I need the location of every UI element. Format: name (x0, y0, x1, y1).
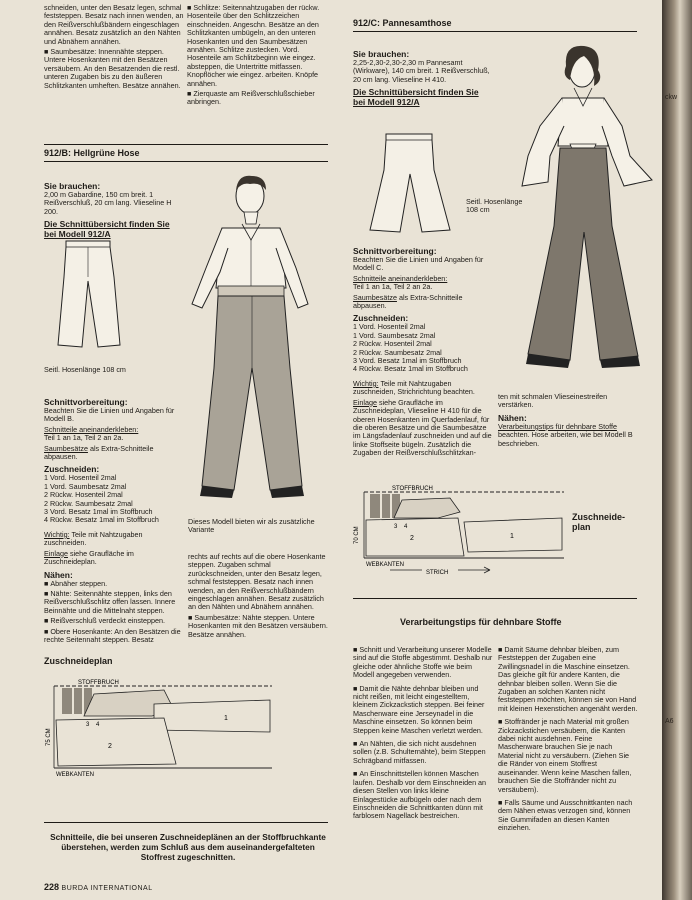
model-b-plan-part: 4 (96, 722, 100, 728)
notice-rule-top (44, 822, 328, 823)
model-b-cut-item: 1 Vord. Hosenteil 2mal (44, 473, 117, 483)
model-c-sew-text: beachten. Hose arbeiten, wie bei Modell B beschrieben. (498, 430, 633, 448)
model-b-cont-item: ■ Saumbesätze: Nähte steppen. Untere Hosenkanten mit den Besätzen versäubern. Besätze annähen. (188, 614, 328, 639)
model-b-pants-label: Seitl. Hosenlänge 108 cm (44, 365, 126, 374)
model-b-sew-item: ■ Abnäher steppen. (44, 580, 184, 588)
model-b-prep-section (44, 394, 184, 646)
model-b-sew-heading: Nähen: (44, 569, 73, 580)
model-c-rule (353, 31, 637, 32)
model-c-plan-part: 4 (404, 524, 408, 530)
model-c-need-text: 2,25-2,30-2,30-2,30 m Pannesamt (Wirkware), 140 cm breit. 1 Reißverschluß, 20 cm lang. Vlieseline H 410. (353, 58, 490, 84)
model-b-plan-part: 2 (108, 743, 112, 750)
top-left-text (44, 4, 186, 92)
model-b-cut-item: 2 Rückw. Saumbesatz 2mal (44, 498, 133, 508)
model-c-sew-heading: Nähen: (498, 412, 527, 423)
model-b-sew-item: ■ Nähte: Seitennähte steppen, links den Reißverschlußschlitz offen lassen. Innere Beinnähte und die Mittelnaht steppen. (44, 590, 184, 615)
model-c-prep-section (353, 243, 493, 460)
model-c-cut-item: 4 Rückw. Besatz 1mal im Stoffbruch (353, 364, 468, 374)
model-c-cut-item: 1 Vord. Saumbesatz 2mal (353, 330, 436, 340)
brand-name: BURDA INTERNATIONAL (61, 885, 153, 892)
tips-rule-top (353, 598, 637, 599)
model-c-plan-part: 1 (510, 533, 514, 540)
top-left-p1: schneiden, unter den Besatz legen, schmal feststeppen. Besatz nach innen wenden, an den Reißverschlußbändern eingeschlagen annähen. Besatz zusätzlich an den Nähten und Abnähern annähen. (44, 3, 184, 46)
model-c-continuation (498, 393, 638, 450)
model-c-pants-illustration (362, 130, 462, 238)
model-c-title: 912/C: Pannesamthose (353, 18, 452, 28)
model-b-cut-heading: Zuschneiden: (44, 464, 100, 475)
model-c-glue-label: Schnitteile aneinanderkleben: (353, 273, 448, 283)
model-c-prep-heading: Schnittvorbereitung: (353, 246, 437, 256)
model-b-plan-selvage: WEBKANTEN (56, 772, 95, 778)
tips-item: ■ Damit Säume dehnbar bleiben, zum Feststeppen der Zugaben eine Zwillingsnadel in die Maschine einsetzen. Das gleiche gilt für andere Kanten, die dehnbar bleiben sollen. Wenn Sie die Zugaben an solchen Kanten nicht feststeppen möchten, können sie von Hand mit kleinen Hexenstichen angenäht werden. (498, 646, 638, 713)
tips-item: ■ An Einschnittstellen können Maschen laufen. Deshalb vor dem Einschneiden an diesen Stellen von links kleine Einlagestücke aufbügeln oder nach dem Einschneiden die Schnittkanten dünn mit farblosem Nagellack bestreichen. (353, 770, 493, 820)
model-b-prep-heading: Schnittvorbereitung: (44, 397, 128, 407)
model-b-overview-link: Die Schnittübersicht finden Sie bei Modell 912/A (44, 219, 170, 240)
model-b-prep-text: Beachten Sie die Linien und Angaben für Modell B. (44, 406, 175, 424)
tips-item: ■ Damit die Nähte dehnbar bleiben und nicht reißen, mit leicht eingestelltem, kleinem Zickzackstich steppen. Bei feiner Maschenware eine Jerseynadel in die Maschine einsetzen. So können beim Steppen keine Maschen verletzt werden. (353, 685, 493, 735)
model-c-need-heading: Sie brauchen: (353, 49, 410, 59)
model-b-important-text: Teile mit Nahtzugaben zuschneiden. (44, 529, 143, 548)
model-b-plan-part: 1 (224, 715, 228, 722)
model-c-plan-fold: STOFFBRUCH (392, 486, 433, 492)
model-c-plan-grain: STRICH (426, 570, 449, 576)
model-b-glue-text: Teil 1 an 1a, Teil 2 an 2a. (44, 433, 124, 443)
model-c-overview-heading (353, 87, 493, 107)
model-c-hem-text: als Extra-Schnitteile abpausen. (353, 292, 463, 311)
model-b-cut-list (44, 474, 184, 524)
model-c-prep-text: Beachten Sie die Linien und Angaben für Modell C. (353, 255, 484, 273)
model-b-left-column (44, 178, 184, 239)
top-middle-p2: ■ Zierquaste am Reißverschlußschieber anbringen. (187, 90, 327, 107)
notice: Schnitteile, die bei unseren Zuschneideplänen an der Stoffbruchkante überstehen, werden zum Schluß aus dem auseinandergefalteten Stoffrest zugeschnitten. (50, 832, 326, 862)
tips-item: ■ Stoffränder je nach Material mit großen Zickzackstichen versäubern, die Kanten dabei nicht ausdehnen. Feine Maschenware brauchen Sie je nach Material nicht zu versäubern. (Ziehen Sie die Ränder von einem Stoffrest auseinander. Wenn keine Maschen fallen, brauchen Sie die Stoffränder nicht zu versäubern). (498, 718, 638, 794)
model-c-cut-heading: Zuschneiden: (353, 313, 409, 324)
model-c-glue-text: Teil 1 an 1a, Teil 2 an 2a. (353, 282, 433, 292)
model-b-caption: Dieses Modell bieten wir als zusätzliche Variante (188, 517, 315, 535)
model-c-cut-item: 2 Rückw. Hosenteil 2mal (353, 339, 432, 349)
top-left-p2: ■ Saumbesätze: Innennähte steppen. Untere Hosenkanten mit den Besätzen versäubern. An den Besatzenden die restl. unteren Zugaben bis zu den äußeren Schlitzkanten umheften. Besätze annähen. (44, 48, 186, 90)
tips-item: ■ Falls Säume und Ausschnittkanten nach dem Nähen etwas verzogen sind, können Sie Gummifaden an diesen Kanten einziehen. (498, 799, 638, 833)
tips-item: ■ An Nähten, die sich nicht ausdehnen sollen (z.B. Schulternähte), beim Steppen Schrägband mitfassen. (353, 740, 493, 765)
model-c-hem-label: Saumbesätze (353, 292, 397, 302)
model-b-insert-label: Einlage (44, 548, 68, 558)
model-b-insert-text: siehe Graufläche im Zuschneideplan. (44, 548, 134, 567)
model-b-sew-item: ■ Obere Hosenkante: An den Besätzen die rechte Seitennaht steppen. Besatz (44, 628, 184, 645)
model-c-plan-part: 3 (394, 524, 398, 530)
top-middle-p1: ■ Schlitze: Seitennahtzugaben der rückw. Hosenteile über den Schlitzzeichen einschneiden. Angeschn. Besätze an den Schlitzkanten umbügeln, an den unteren Hosenkanten und den Saumbesätzen annähen. Schlitze zustecken. Vord. Hosenteile am Schlitzbeginn wie eingez. absteppen, die Untertritte mitfassen. Knopflöcher wie eingez. arbeiten. Knöpfe annähen. (187, 4, 327, 88)
model-c-cut-item: 3 Vord. Besatz 1mal im Stoffbruch (353, 356, 462, 366)
tips-item: ■ Schnitt und Verarbeitung unserer Modelle sind auf die Stoffe abgestimmt. Deshalb nur gleiche oder ähnliche Stoffe wie beim Modell angegeben verwenden. (353, 646, 493, 680)
adjacent-page-edge (662, 0, 692, 900)
model-c-cut-list (353, 323, 493, 373)
model-b-plan-width: 75 CM (46, 728, 52, 746)
model-c-cut-item: 2 Rückw. Saumbesatz 2mal (353, 347, 442, 357)
adjacent-page-text-bottom: A6 (665, 718, 674, 725)
model-b-cut-item: 1 Vord. Saumbesatz 2mal (44, 481, 127, 491)
model-c-important-text: Teile mit Nahtzugaben zuschneiden, Strichrichtung beachten. (353, 378, 475, 397)
model-c-plan-heading: Zuschneide-plan (572, 512, 626, 532)
model-b-title: 912/B: Hellgrüne Hose (44, 148, 140, 158)
page-number: 228 (44, 882, 60, 892)
model-b-sew-item: ■ Reißverschluß verdeckt einsteppen. (44, 617, 184, 625)
model-b-cut-item: 2 Rückw. Hosenteil 2mal (44, 490, 123, 500)
model-c-figure-illustration (500, 36, 660, 386)
model-b-plan-fold: STOFFBRUCH (78, 680, 119, 686)
model-c-important-label: Wichtig: (353, 378, 379, 388)
model-b-plan-heading: Zuschneideplan (44, 656, 113, 666)
model-c-cut-item: 1 Vord. Hosenteil 2mal (353, 322, 426, 332)
adjacent-page-text-top: ckw (665, 94, 678, 101)
model-c-insert-text: siehe Graufläche im Zuschneideplan, Vlieseline H 410 für die oberen Hosenkanten im Querfadenlauf, für die oberen Besätze und die Saumbesätze im Längsfadenlauf zuschneiden und auf die linke Stoffseite bügeln. Zusätzlich die Zugaben der Reißverschlußschlitzkan- (353, 397, 492, 458)
model-b-need-text: 2,00 m Gabardine, 150 cm breit. 1 Reißverschluß, 20 cm lang. Vlieseline H 200. (44, 190, 172, 216)
model-c-cutting-plan (350, 478, 566, 578)
model-c-insert-label: Einlage (353, 397, 377, 407)
model-b-important-label: Wichtig: (44, 529, 70, 539)
tips-column-2 (498, 646, 638, 835)
model-c-cont-text: ten mit schmalen Vlieseinestreifen verstärken. (498, 392, 608, 410)
model-c-sew-link: Verarbeitungstips für dehnbare Stoffe (498, 421, 617, 431)
model-b-rule (44, 144, 328, 145)
model-b-glue-label: Schnitteile aneinanderkleben: (44, 424, 139, 434)
model-b-cont-text: rechts auf rechts auf die obere Hosenkante steppen. Zugaben schmal zurückschneiden, unter den Besatz legen, schmal feststeppen. Besatz nach innen wenden, an den Reißverschlußbändern eingeschlagen annähen. Besatz zusätzlich an den Nähten und Abnähern annähen. (188, 552, 326, 612)
model-b-cut-item: 4 Rückw. Besatz 1mal im Stoffbruch (44, 515, 159, 525)
model-b-pants-illustration (48, 237, 138, 357)
model-b-cutting-plan (44, 672, 274, 782)
model-b-figure-illustration (172, 168, 332, 508)
footer (44, 883, 153, 893)
tips-column-1 (353, 646, 493, 823)
model-c-plan-part: 2 (410, 535, 414, 542)
model-b-cut-item: 3 Vord. Besatz 1mal im Stoffbruch (44, 507, 153, 517)
model-c-overview-link: Die Schnittübersicht finden Sie bei Modell 912/A (353, 87, 479, 108)
model-c-pants-label: Seitl. Hosenlänge 108 cm (466, 197, 523, 215)
model-b-plan-part: 3 (86, 722, 90, 728)
model-b-continuation (188, 553, 328, 641)
model-b-hem-text: als Extra-Schnitteile abpausen. (44, 443, 154, 462)
tips-title: Verarbeitungstips für dehnbare Stoffe (400, 617, 562, 627)
model-b-need-heading: Sie brauchen: (44, 181, 101, 191)
model-c-intro (353, 46, 493, 107)
model-b-rule-bottom (44, 161, 328, 162)
model-c-plan-selvage: WEBKANTEN (366, 562, 405, 568)
model-b-hem-label: Saumbesätze (44, 443, 88, 453)
top-middle-text (187, 4, 327, 109)
model-c-plan-width: 70 CM (354, 526, 360, 544)
